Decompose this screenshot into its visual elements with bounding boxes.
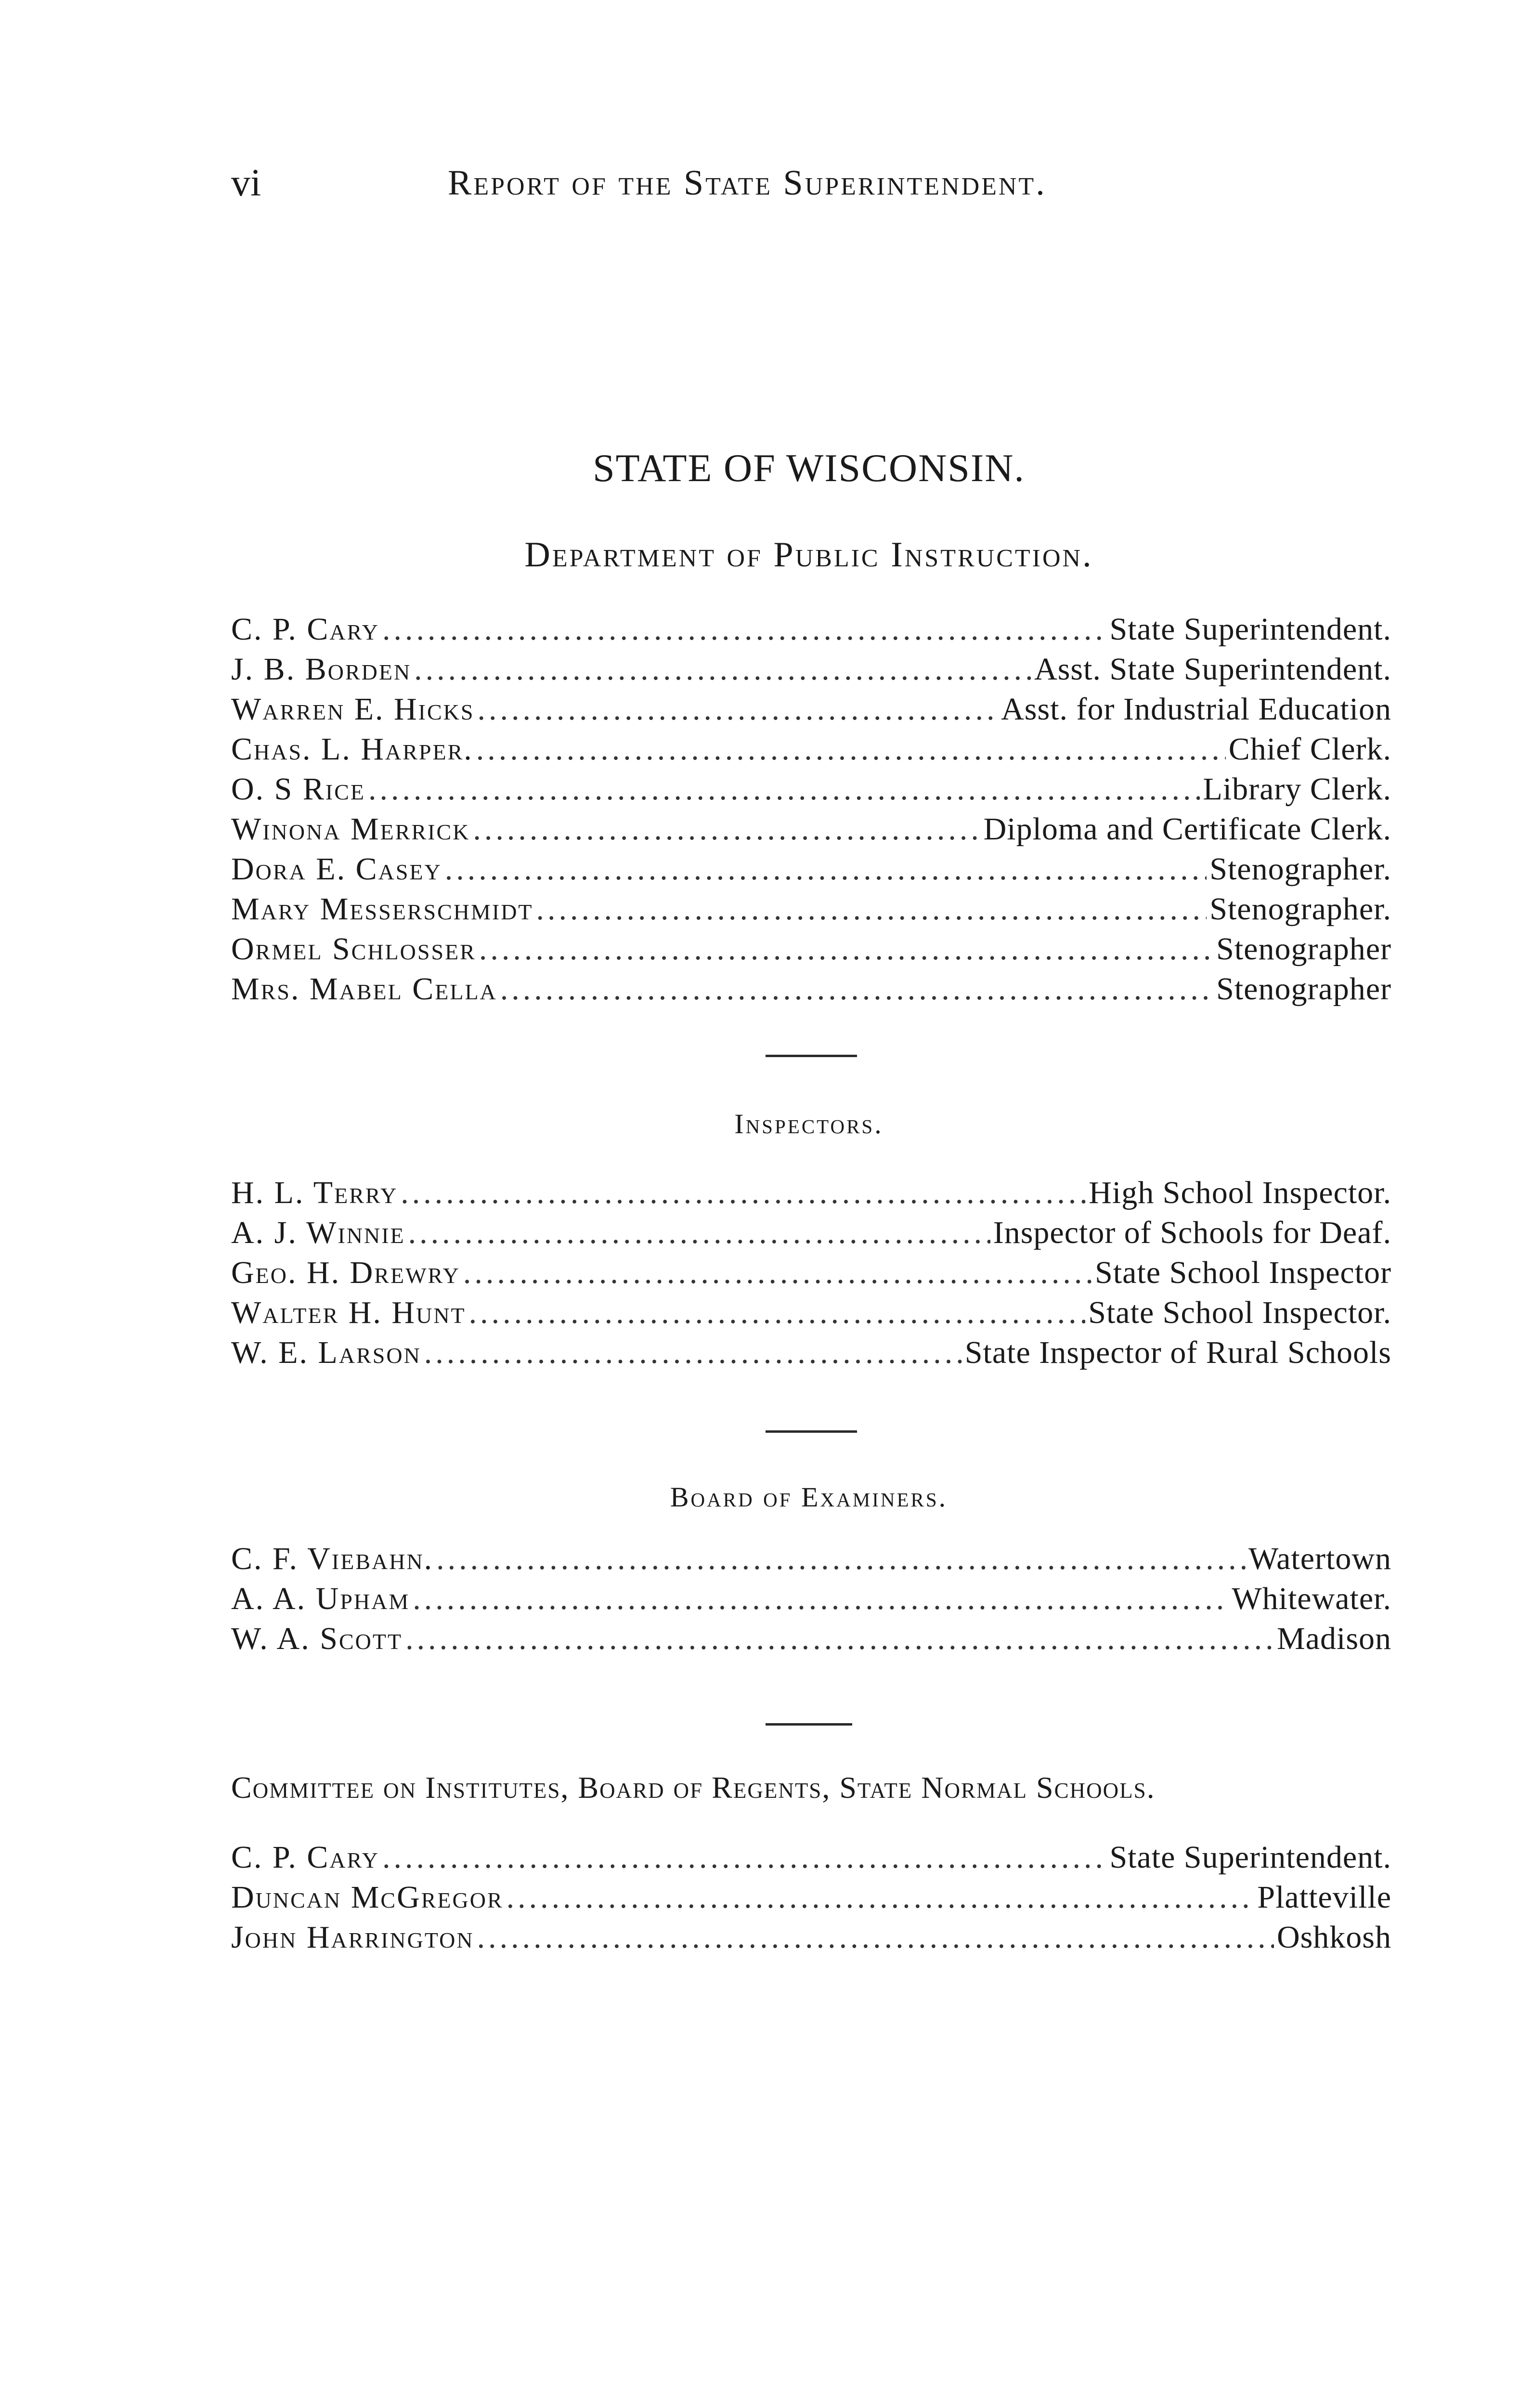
staff-role: Diploma and Certificate Clerk.	[983, 811, 1391, 847]
dot-leader	[368, 769, 1200, 809]
roster-entry	[231, 1877, 1391, 1917]
dot-leader	[405, 1619, 1274, 1659]
staff-role: State School Inspector	[1095, 1255, 1391, 1290]
roster-entry	[231, 649, 1391, 689]
roster-entry	[231, 1253, 1391, 1293]
staff-role: Watertown	[1248, 1541, 1391, 1576]
staff-role: Asst. for Industrial Education	[1001, 692, 1391, 727]
staff-name: O. S Rice	[231, 772, 365, 807]
roster-entry	[231, 929, 1391, 969]
staff-role: Library Clerk.	[1203, 772, 1391, 807]
staff-name: H. L. Terry	[231, 1175, 398, 1210]
inspectors-heading: Inspectors.	[734, 1108, 883, 1139]
staff-role: State School Inspector.	[1088, 1295, 1391, 1330]
dot-leader	[500, 969, 1213, 1009]
dot-leader	[401, 1173, 1086, 1213]
document-title: STATE OF WISCONSIN.	[593, 446, 1025, 490]
page-number: vi	[231, 162, 261, 204]
roster-entry	[231, 809, 1391, 849]
roster-entry	[231, 849, 1391, 889]
roster-entry	[231, 1213, 1391, 1253]
staff-role: Stenographer	[1216, 971, 1391, 1007]
running-header	[231, 159, 1396, 207]
committee-heading: Committee on Institutes, Board of Regents, State Normal Schools.	[231, 1770, 1156, 1805]
staff-role: Madison	[1277, 1621, 1391, 1656]
dot-leader	[382, 609, 1106, 649]
staff-name: J. B. Borden	[231, 652, 412, 687]
department-heading: Department of Public Instruction.	[524, 535, 1093, 575]
roster-entry	[231, 1917, 1391, 1957]
staff-name: Geo. H. Drewry	[231, 1255, 460, 1290]
dot-leader	[479, 929, 1213, 969]
staff-name: W. E. Larson	[231, 1335, 421, 1370]
section-divider	[766, 1723, 852, 1726]
staff-name: Duncan McGregor	[231, 1880, 504, 1915]
roster-entry	[231, 1619, 1391, 1659]
staff-role: Inspector of Schools for Deaf.	[993, 1215, 1391, 1250]
dot-leader	[414, 649, 1031, 689]
dot-leader	[436, 1539, 1246, 1579]
staff-name: Walter H. Hunt	[231, 1295, 466, 1330]
board-roster	[231, 1539, 1391, 1659]
dot-leader	[476, 729, 1226, 769]
dot-leader	[473, 809, 980, 849]
roster-entry	[231, 1539, 1391, 1579]
roster-entry	[231, 769, 1391, 809]
staff-name: Ormel Schlosser	[231, 931, 476, 967]
dot-leader	[536, 889, 1207, 929]
dot-leader	[413, 1579, 1229, 1619]
dot-leader	[382, 1837, 1106, 1877]
department-roster	[231, 609, 1391, 1009]
roster-entry	[231, 1837, 1391, 1877]
dot-leader	[408, 1213, 990, 1253]
dot-leader	[469, 1293, 1086, 1333]
dot-leader	[477, 689, 998, 729]
staff-role: Platteville	[1257, 1880, 1391, 1915]
board-heading: Board of Examiners.	[670, 1481, 948, 1513]
staff-role: Stenographer.	[1209, 891, 1391, 927]
running-title: Report of the State Superintendent.	[448, 163, 1047, 203]
staff-name: Warren E. Hicks	[231, 692, 475, 727]
roster-entry	[231, 609, 1391, 649]
roster-entry	[231, 1293, 1391, 1333]
staff-role: State Superintendent.	[1109, 1840, 1391, 1875]
committee-roster	[231, 1837, 1391, 1957]
staff-role: Whitewater.	[1232, 1581, 1391, 1616]
staff-name: A. A. Upham	[231, 1581, 410, 1616]
staff-name: Dora E. Casey	[231, 851, 442, 887]
section-divider	[766, 1055, 857, 1057]
roster-entry	[231, 1579, 1391, 1619]
dot-leader	[507, 1877, 1255, 1917]
staff-name: C. P. Cary	[231, 612, 380, 647]
roster-entry	[231, 1333, 1391, 1373]
staff-name: Mrs. Mabel Cella	[231, 971, 497, 1007]
section-divider	[766, 1430, 857, 1433]
dot-leader	[424, 1333, 962, 1373]
dot-leader	[463, 1253, 1092, 1293]
roster-entry	[231, 1173, 1391, 1213]
dot-leader	[477, 1917, 1274, 1957]
roster-entry	[231, 889, 1391, 929]
staff-role: State Inspector of Rural Schools	[964, 1335, 1391, 1370]
roster-entry	[231, 729, 1391, 769]
dot-leader	[445, 849, 1207, 889]
roster-entry	[231, 969, 1391, 1009]
staff-name: A. J. Winnie	[231, 1215, 405, 1250]
staff-role: Chief Clerk.	[1228, 732, 1391, 767]
staff-name: Winona Merrick	[231, 811, 470, 847]
staff-role: Stenographer.	[1209, 851, 1391, 887]
inspectors-roster	[231, 1173, 1391, 1373]
staff-name: Mary Messerschmidt	[231, 891, 533, 927]
staff-name: C. F. Viebahn.	[231, 1541, 434, 1576]
staff-role: Oshkosh	[1276, 1920, 1391, 1955]
staff-name: W. A. Scott	[231, 1621, 403, 1656]
staff-name: John Harrington	[231, 1920, 474, 1955]
roster-entry	[231, 689, 1391, 729]
staff-name: C. P. Cary	[231, 1840, 380, 1875]
staff-name: Chas. L. Harper.	[231, 732, 473, 767]
staff-role: Stenographer	[1216, 931, 1391, 967]
staff-role: Asst. State Superintendent.	[1034, 652, 1391, 687]
staff-role: State Superintendent.	[1109, 612, 1391, 647]
staff-role: High School Inspector.	[1089, 1175, 1391, 1210]
